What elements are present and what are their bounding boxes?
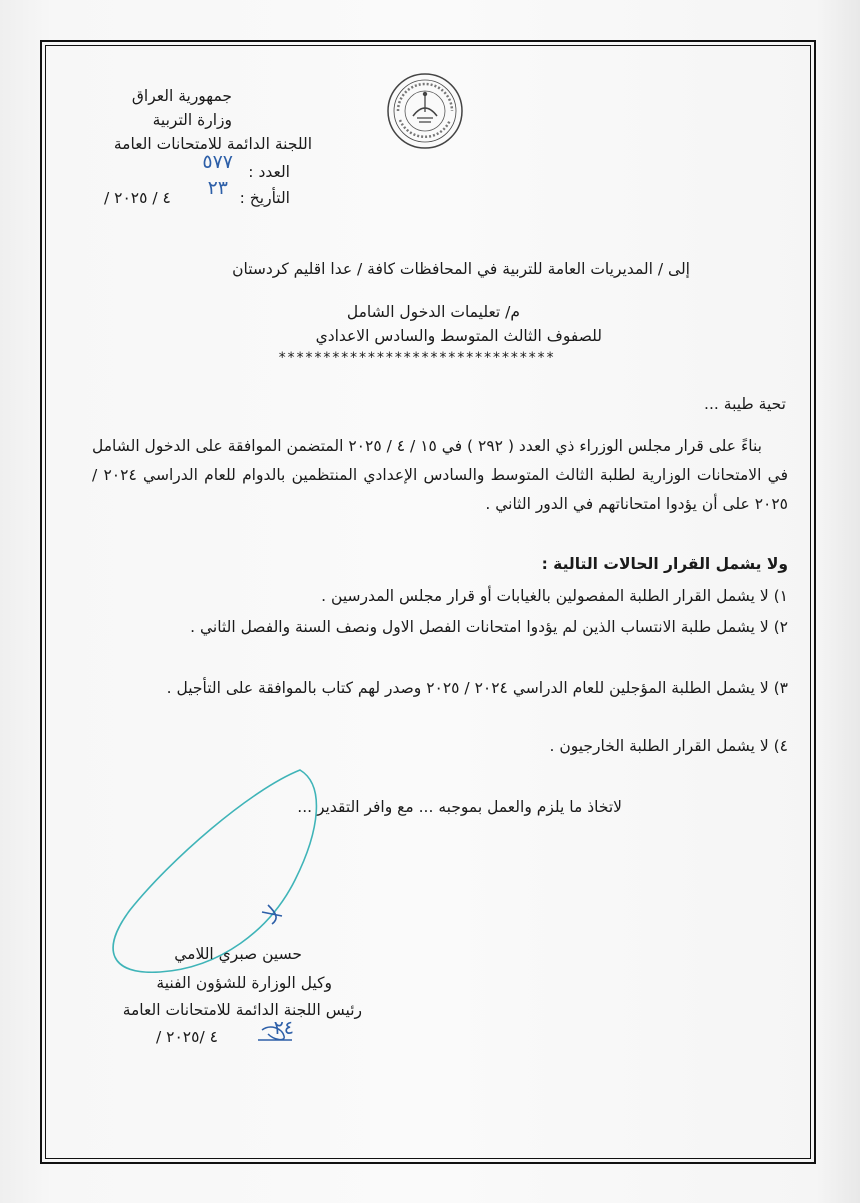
subject-separator: ******************************* (278, 350, 555, 366)
closing-line: لاتخاذ ما يلزم والعمل بموجبه ... مع وافر التقدير ... (297, 798, 622, 816)
signature-date-printed: / ٤ /٢٠٢٥ (156, 1028, 218, 1046)
header-number-label: العدد : (248, 163, 290, 181)
header-number-handwritten: ٥٧٧ (202, 151, 233, 173)
exception-item-1: ١) لا يشمل القرار الطلبة المفصولين بالغيابات أو قرار مجلس المدرسين . (321, 587, 788, 605)
exception-item-4: ٤) لا يشمل القرار الطلبة الخارجيون . (549, 737, 788, 755)
header-country: جمهورية العراق (131, 87, 232, 105)
exception-item-2: ٢) لا يشمل طلبة الانتساب الذين لم يؤدوا امتحانات الفصل الاول ونصف السنة والفصل الثاني . (190, 618, 788, 636)
body-paragraph: بناءً على قرار مجلس الوزراء ذي العدد ( ٢٩٢ ) في ١٥ / ٤ / ٢٠٢٥ المتضمن الموافقة على الدخول الشامل في الامتحانات الوزارية لطلبة الثالث المتوسط والسادس الإعدادي المنتظمين بالدوام للعام الدراسي ٢٠٢٤ / ٢٠٢٥ على أن يؤدوا امتحاناتهم في الدور الثاني . (92, 437, 788, 513)
signature-date-handwritten: ٢٤ (273, 1017, 294, 1039)
header-ministry: وزارة التربية (152, 111, 232, 129)
greeting: تحية طيبة ... (704, 395, 786, 413)
signatory-title-1: وكيل الوزارة للشؤون الفنية (156, 974, 332, 992)
signatory-name: حسين صبري اللامي (174, 945, 302, 963)
signatory-title-2: رئيس اللجنة الدائمة للامتحانات العامة (122, 1001, 362, 1019)
exceptions-title: ولا يشمل القرار الحالات التالية : (541, 555, 788, 573)
subject-line-2: للصفوف الثالث المتوسط والسادس الاعدادي (315, 327, 602, 345)
header-date-label: التأريخ : (239, 189, 290, 207)
header-date-handwritten: ٢٣ (207, 177, 228, 199)
header-date-printed: / ٤ / ٢٠٢٥ (104, 189, 171, 207)
exception-item-3: ٣) لا يشمل الطلبة المؤجلين للعام الدراسي ٢٠٢٤ / ٢٠٢٥ وصدر لهم كتاب بالموافقة على التأجيل . (166, 679, 788, 697)
header-committee: اللجنة الدائمة للامتحانات العامة (113, 135, 312, 153)
recipient-line: إلى / المديريات العامة للتربية في المحافظات كافة / عدا اقليم كردستان (232, 260, 690, 278)
ministry-seal-icon (386, 72, 464, 150)
subject-line-1: م/ تعليمات الدخول الشامل (346, 303, 520, 321)
